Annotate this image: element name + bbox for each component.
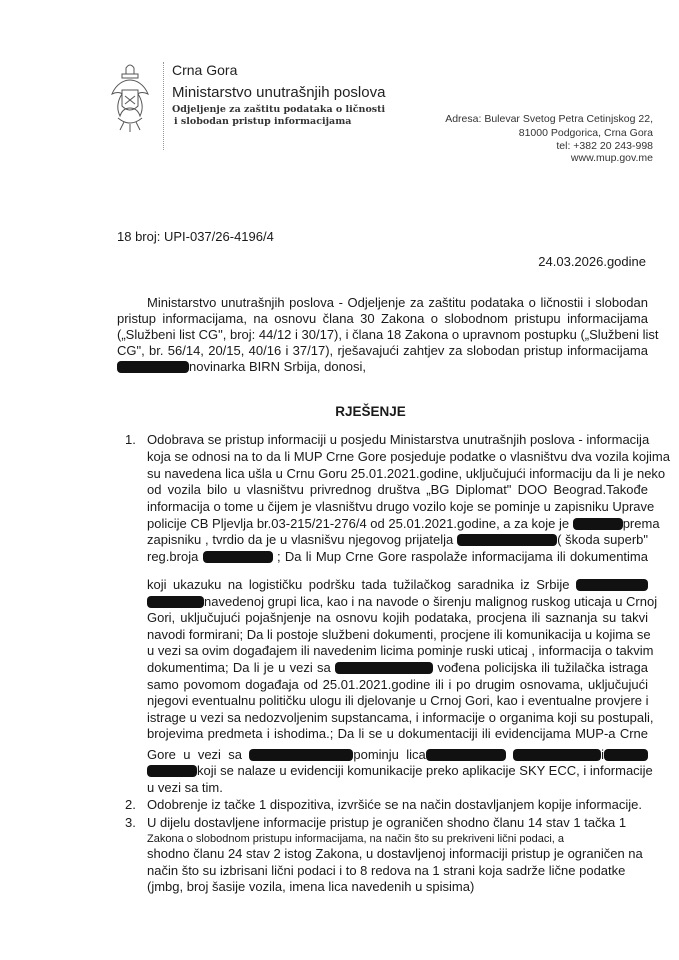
address-street: Adresa: Bulevar Svetog Petra Cetinjskog 22, [445,113,653,125]
item-line: u vezi sa tim. [147,780,223,795]
redacted-name [335,662,433,674]
item-line [147,532,648,548]
item-line [147,516,660,532]
item-line: shodno članu 24 stav 2 istog Zakona, u dostavljenoj informaciji pristup je ograničen na [147,846,643,861]
intro-line: Ministarstvo unutrašnjih poslova - Odjeljenje za zaštitu podataka o ličnostii i slobodan [147,295,648,310]
item-line [147,660,648,676]
item-line: Odobrava se pristup informaciji u posjedu Ministarstva unutrašnjih poslova - informacija [147,432,650,447]
intro-line [117,359,366,375]
item-text: prema [622,516,660,531]
redacted-name [426,749,506,761]
item-line: Gori, uključujući pojašnjenje na osnovu kojih podataka, procjena ili saznanja su takvi [147,610,648,625]
intro-line: CG", br. 56/14, 20/15, 40/16 i 37/17), rješavajući zahtjev za slobodan pristup informacijama [117,343,648,358]
item-line: u vezi sa ovim događajem ili navedenim licima pominje ruski uticaj , informacija o takvim [147,643,654,658]
item-line: Zakona o slobodnom pristupu informacijama, na način što su prekriveni lični podaci, a [147,833,564,845]
redacted-plate [203,551,273,563]
item-line: samo povomom događaja od 25.01.2021.godine ili i po drugim osnovama, uključujući [147,677,648,692]
item-line: od vozila bilo u vlasništvu privrednog društva „BG Diplomat" DOO Beograd.Takođe [147,482,648,497]
item-text: Gore u vezi sa [147,747,243,762]
item-line: istrage u vezi sa nedozvoljenim supstancama, i informacije o organima koji su postupali, [147,710,654,725]
item-line [147,763,653,779]
item-text: pominju lica [353,747,426,762]
item-line [147,594,658,610]
item-line: Odobrenje iz tačke 1 dispozitiva, izvršiće se na način dostavljanjem kopije informacije. [147,797,642,812]
item-line [147,549,648,565]
item-line: (jmbg, broj šasije vozila, imena lica navedenih u spisima) [147,879,475,894]
redacted-name [249,749,353,761]
item-text: ( škoda superb" [557,532,648,547]
item-text: i [601,747,604,762]
item-line [147,577,648,593]
item-number: 2. [125,797,136,812]
intro-line: pristup informacijama, na osnovu člana 30 Zakona o slobodnom pristupu informacijama [117,311,648,326]
coat-of-arms-logo [108,60,152,150]
item-text: zapisniku , tvrdio da je u vlasnišvu njegovog prijatelja [147,532,454,547]
website-link[interactable]: www.mup.gov.me [570,152,653,164]
item-text: koji se nalaze u evidenciji komunikacije preko aplikacije SKY ECC, i informacije [197,763,653,778]
intro-text: novinarka BIRN Srbija, donosi, [189,359,367,374]
item-text: vođena policijska ili tužilačka istraga [437,660,648,675]
item-line: način što su izbrisani lični podaci i to 8 redova na 1 strani koja sadrže lične podatke [147,863,626,878]
item-line: njegovi eventualnu političku ulogu ili djelovanje u Crnoj Gori, kao i eventualne provjere i [147,693,649,708]
item-text: dokumentima; Da li je u vezi sa [147,660,331,675]
redacted-name [147,765,197,777]
letterhead-divider [163,62,164,150]
item-number: 3. [125,815,136,830]
redacted-name [576,579,648,591]
country-name: Crna Gora [172,62,238,78]
item-text: reg.broja [147,549,199,564]
redacted-name [513,749,601,761]
item-line [147,747,648,763]
item-line: su navedena lica ušla u Crnu Goru 25.01.2021.godine, uključujući informaciju da li je neko [147,466,666,481]
redacted-name [573,518,623,530]
phone-number: tel: +382 20 243-998 [556,140,653,152]
item-line: navodi formirani; Da li postoje službeni dokumenti, procjene ili komunikacija u kojima se [147,627,651,642]
document-date: 24.03.2026.godine [538,254,646,269]
item-line: U dijelu dostavljene informacije pristup je ograničen shodno članu 14 stav 1 tačka 1 [147,815,627,830]
intro-line: („Službeni list CG", broj: 44/12 i 30/17), i člana 18 Zakona o upravnom postupku („Službeni list [117,327,659,342]
item-number: 1. [125,432,136,447]
item-line: koja se odnosi na to da li MUP Crne Gore posjeduje podatke o vlasništvu dva vozila kojima [147,449,670,464]
department-name-line1: Odjeljenje za zaštitu podataka o ličnosti [172,104,386,115]
item-text: navedenoj grupi lica, kao i na navode o širenju malignog ruskog uticaja u Crnoj [204,594,658,609]
item-line: brojevima predmeta i ishodima.; Da li se u dokumentaciji ili evidencijama MUP-a Crne [147,726,648,741]
department-name-line2: i slobodan pristup informacijama [174,116,352,127]
redacted-name [117,361,189,373]
decision-heading: RJEŠENJE [335,404,406,419]
redacted-name [457,534,557,546]
item-text: koji ukazuku na logističku podršku tada tužilačkog saradnika iz Srbije [147,577,570,592]
reference-number: 18 broj: UPI-037/26-4196/4 [117,229,274,244]
redacted-name [147,596,204,608]
address-city: 81000 Podgorica, Crna Gora [518,127,653,139]
ministry-name: Ministarstvo unutrašnjih poslova [172,84,386,101]
item-line: informacija o tome u čijem je vlasništvu drugo vozilo koje se pominje u zapisniku Uprave [147,499,655,514]
item-text: ; Da li Mup Crne Gore raspolaže informacijama ili dokumentima [276,549,648,564]
redacted-name [604,749,648,761]
item-text: policije CB Pljevlja br.03-215/21-276/4 od 25.01.2021.godine, a za koje je [147,516,570,531]
